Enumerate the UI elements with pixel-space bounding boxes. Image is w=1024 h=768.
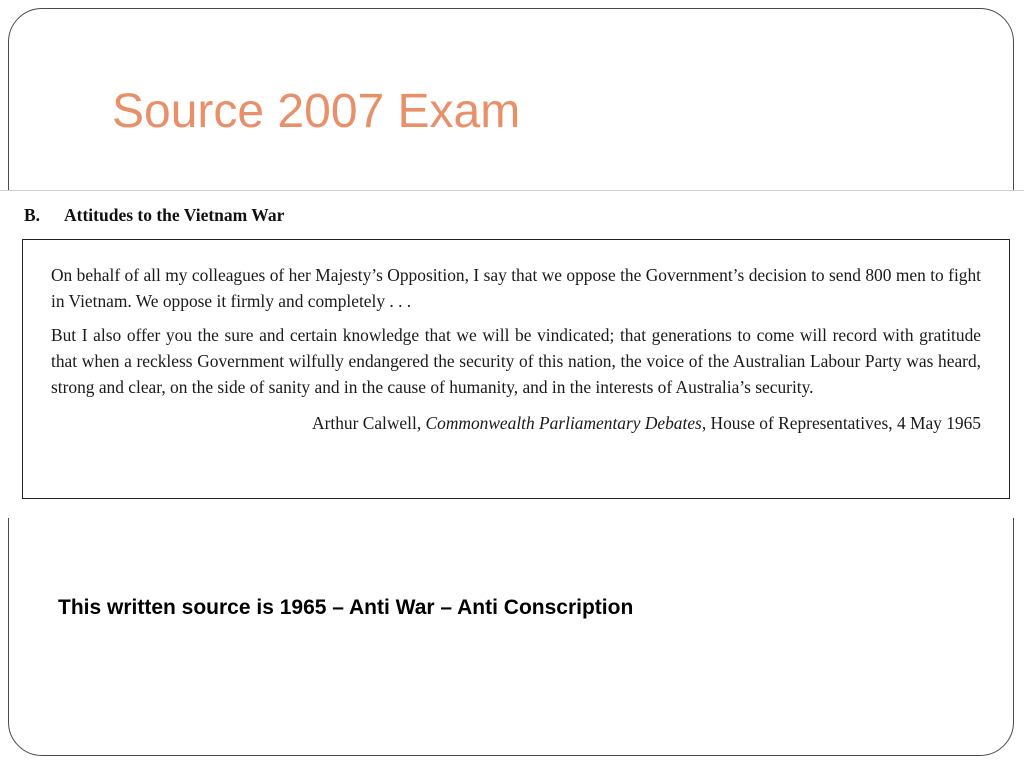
section-title: Attitudes to the Vietnam War bbox=[64, 205, 285, 225]
quote-paragraph-1: On behalf of all my colleagues of her Majesty’s Opposition, I say that we oppose the Government’s decision to send 800 men to fight in Vietnam. We oppose it firmly and completely . . . bbox=[51, 265, 981, 311]
slide-caption: This written source is 1965 – Anti War – Anti Conscription bbox=[58, 596, 634, 619]
section-heading bbox=[24, 205, 284, 226]
section-letter: B. bbox=[24, 205, 41, 225]
slide-title: Source 2007 Exam bbox=[112, 85, 521, 138]
source-quote-box bbox=[22, 239, 1010, 499]
attribution-publication: Commonwealth Parliamentary Debates bbox=[425, 413, 702, 433]
quote-paragraph-2: But I also offer you the sure and certain knowledge that we will be vindicated; that generations to come will record with gratitude that when a reckless Government wilfully endangered the security of this nation, the voice of the Australian Labour Party was heard, strong and clear, on the side of sanity and in the cause of humanity, and in the interests of Australia’s security. bbox=[51, 325, 981, 397]
quote-attribution bbox=[51, 410, 981, 436]
attribution-details: , House of Representatives, 4 May 1965 bbox=[701, 413, 981, 433]
attribution-author: Arthur Calwell, bbox=[312, 413, 422, 433]
source-excerpt-image bbox=[0, 190, 1024, 518]
